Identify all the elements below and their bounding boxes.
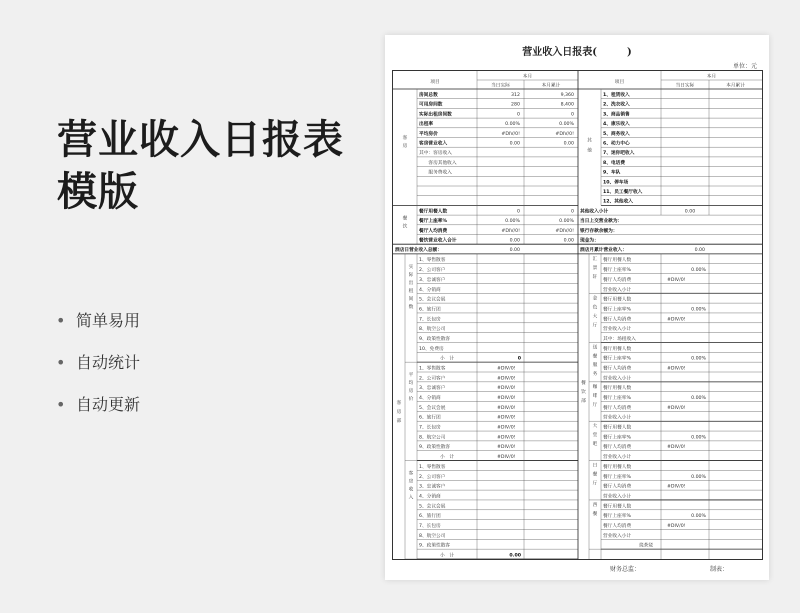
sub-group-label: 客 <box>408 471 414 477</box>
restaurant-label: 餐 <box>592 511 598 517</box>
subtotal-value: 0.00 <box>509 553 521 559</box>
row-label: 烧茶烧 <box>638 543 654 549</box>
row-label: 营业收入小计 <box>603 533 632 539</box>
row-today-value: 0.00 <box>509 141 520 147</box>
segment-label: 7、长包房 <box>419 317 441 323</box>
row-label: 客房营业收入 <box>419 141 448 147</box>
row-label: 餐厅上座率% <box>603 396 631 402</box>
row-label: 2、洗衣收入 <box>603 102 630 108</box>
row-label: 实际出租房间数 <box>419 112 452 118</box>
segment-label: 6、旅行团 <box>419 307 441 313</box>
header-item: 项目 <box>430 80 440 85</box>
row-label: 餐厅用餐人数 <box>603 297 632 303</box>
row-label: 餐饮营业收入合计 <box>419 238 457 244</box>
row-label: 可用房间数 <box>419 102 443 108</box>
row-label: 当日上交营业款为： <box>580 219 623 225</box>
cell-value: #DIV/0! <box>497 386 516 392</box>
footer-prepared-by: 制表： <box>710 566 729 573</box>
restaurant-label: 大 <box>592 424 598 430</box>
feature-list <box>56 310 140 436</box>
row-label: 9、车队 <box>603 170 621 176</box>
segment-label: 1、零售散客 <box>419 464 446 470</box>
cell-value: 0.00% <box>691 474 706 480</box>
row-month-value: 0 <box>571 112 574 118</box>
segment-label: 4、分销商 <box>419 494 441 500</box>
row-label: 餐厅上座率% <box>603 474 631 480</box>
restaurant-label: 厅 <box>592 481 598 487</box>
sub-group-label: 入 <box>408 495 414 501</box>
restaurant-label: 服 <box>592 363 598 369</box>
row-today-value: 312 <box>511 93 520 98</box>
cell-value: #DIV/0! <box>497 445 516 451</box>
feature-item: • 简单易用 <box>56 310 140 352</box>
sub-group-label: 价 <box>408 397 414 403</box>
restaurant-label: 色 <box>592 305 598 311</box>
restaurant-label: 咖 <box>592 384 598 390</box>
row-month-value: #DIV/0! <box>555 228 574 234</box>
month-total-value: 0.00 <box>694 248 705 254</box>
sub-group-label: 收 <box>408 487 414 493</box>
group-label: 他 <box>587 148 592 154</box>
sub-group-label: 房 <box>408 389 414 395</box>
row-month-value: 8,400 <box>560 102 574 108</box>
segment-label: 2、公司客户 <box>419 474 446 480</box>
row-label: 餐厅用餐人数 <box>419 209 448 215</box>
header-month-total: 本月累计 <box>541 83 561 89</box>
segment-label: 小 计 <box>439 356 455 362</box>
dept-label: 餐 <box>581 380 586 386</box>
segment-label: 7、长包房 <box>419 523 441 529</box>
segment-label: 3、忠诚客户 <box>419 386 446 392</box>
restaurant-label: 西 <box>592 502 598 508</box>
dept-label: 部 <box>581 398 586 404</box>
restaurant-label: 送 <box>592 345 598 351</box>
restaurant-label: 大 <box>592 314 598 320</box>
restaurant-label: 日 <box>592 463 598 469</box>
restaurant-label: 啡 <box>592 393 598 399</box>
sub-group-label: 数 <box>408 304 414 310</box>
row-label: 10、停车场 <box>603 180 629 186</box>
cell-value: #DIV/0! <box>497 376 516 382</box>
report-unit: 单位：元 <box>732 63 757 70</box>
row-label: 8、电话费 <box>603 160 626 166</box>
restaurant-label: 堂 <box>592 433 598 439</box>
report-grid <box>393 71 762 559</box>
row-today-value: 0 <box>517 112 520 118</box>
subtotal-value: 0 <box>517 356 521 362</box>
restaurant-label: 景 <box>592 265 598 271</box>
sub-group-label: 均 <box>408 381 414 387</box>
row-month-value: 0.00% <box>559 122 574 128</box>
row-month-value: #DIV/0! <box>555 131 574 137</box>
hero-title-line1: 营业收入日报表 <box>57 117 344 163</box>
segment-label: 9、政策性散客 <box>419 543 451 549</box>
segment-label: 小 计 <box>439 455 455 461</box>
header-today: 当日实际 <box>491 83 510 89</box>
segment-label: 小 计 <box>439 553 455 559</box>
cell-value: #DIV/0! <box>667 445 686 451</box>
group-label: 餐 <box>402 216 408 222</box>
row-label: 餐厅人均消费 <box>603 405 632 411</box>
segment-label: 4、分销商 <box>419 396 441 402</box>
cell-value: #DIV/0! <box>667 405 686 411</box>
row-month-value: 0.00% <box>559 219 574 225</box>
segment-label: 3、忠诚客户 <box>419 484 446 490</box>
row-label: 其他收入小计 <box>580 209 609 215</box>
row-label: 餐厅人均消费 <box>603 277 632 283</box>
row-label: 餐厅人均消费 <box>603 317 632 323</box>
restaurant-label: 厅 <box>592 323 598 329</box>
report-table <box>392 70 763 560</box>
row-label: 餐厅上座率% <box>603 514 631 520</box>
segment-label: 10、免费房 <box>419 346 444 352</box>
dept-label: 房 <box>396 409 402 415</box>
row-label: 出租率 <box>419 122 434 128</box>
row-label: 服务费收入 <box>419 170 452 176</box>
row-label: 11、员工餐厅收入 <box>603 190 643 195</box>
row-label: 现金为： <box>580 238 599 244</box>
hero-title-line2: 模版 <box>57 169 139 215</box>
sub-group-label: 租 <box>408 288 414 294</box>
group-label: 其 <box>587 138 592 144</box>
restaurant-label: 务 <box>592 372 598 378</box>
cell-value: #DIV/0! <box>497 366 516 372</box>
footer-finance-director: 财务总监： <box>610 566 641 573</box>
row-label: 其中：客房收入 <box>419 151 452 157</box>
restaurant-label: 汇 <box>592 256 598 262</box>
daily-total-value: 0.00 <box>509 248 520 254</box>
row-label: 5、商务收入 <box>603 131 630 137</box>
row-label: 餐厅人均消费 <box>603 366 632 372</box>
header-this-month: 本月 <box>522 74 533 80</box>
row-label: 营业收入小计 <box>603 287 632 293</box>
row-label: 其中：场租收入 <box>603 336 636 342</box>
header-month-total: 本月累计 <box>726 83 745 89</box>
row-today-value: #DIV/0! <box>501 131 520 137</box>
row-label: 营业收入小计 <box>603 327 632 333</box>
segment-label: 3、忠诚客户 <box>419 277 446 283</box>
segment-label: 6、旅行团 <box>419 514 441 520</box>
dept-label: 部 <box>396 418 402 424</box>
cell-value: #DIV/0! <box>667 277 686 283</box>
segment-label: 2、公司客户 <box>419 376 446 382</box>
row-label: 餐厅用餐人数 <box>603 504 632 510</box>
report-title: 营业收入日报表( ) <box>522 47 632 58</box>
row-label: 餐厅上座率% <box>419 219 448 225</box>
sub-group-label: 际 <box>408 272 414 278</box>
group-label: 房 <box>402 144 408 149</box>
row-label: 餐厅用餐人数 <box>603 346 632 352</box>
bullet-icon: • <box>56 311 66 330</box>
dept-label: 客 <box>396 400 402 406</box>
row-label: 房间总数 <box>419 93 438 98</box>
segment-label: 8、航空公司 <box>419 533 446 539</box>
cell-value: 0.00% <box>691 356 706 362</box>
report-preview <box>385 35 769 580</box>
row-label: 餐厅上座率% <box>603 268 631 274</box>
segment-label: 2、公司客户 <box>419 268 446 274</box>
row-label: 餐厅人均消费 <box>603 484 632 490</box>
bullet-icon: • <box>56 353 66 372</box>
sub-group-label: 出 <box>408 280 414 286</box>
other-subtotal-value: 0.00 <box>684 209 696 215</box>
row-today-value: 0 <box>517 209 520 215</box>
sub-group-label: 平 <box>408 373 414 379</box>
segment-label: 9、政策性散客 <box>419 445 451 451</box>
cell-value: #DIV/0! <box>497 396 516 402</box>
restaurant-label: 餐 <box>592 472 598 478</box>
group-label: 客 <box>402 136 408 141</box>
row-month-value: 0.00 <box>563 238 574 244</box>
segment-label: 6、旅行团 <box>419 415 441 421</box>
row-label: 餐厅上座率% <box>603 356 631 362</box>
row-label: 餐厅人均消费 <box>603 523 632 529</box>
row-label: 餐厅用餐人数 <box>603 464 632 470</box>
segment-label: 7、长包房 <box>419 425 441 431</box>
row-label: 餐厅用餐人数 <box>603 386 632 392</box>
restaurant-label: 厅 <box>592 402 598 408</box>
row-month-value: 9,360 <box>560 93 574 98</box>
row-today-value: 0.00% <box>505 219 520 225</box>
row-today-value: 280 <box>511 102 520 108</box>
segment-label: 9、政策性散客 <box>419 336 451 342</box>
row-label: 客房其他收入 <box>419 160 457 166</box>
restaurant-label: 轩 <box>592 274 598 280</box>
dept-label: 饮 <box>581 389 586 395</box>
restaurant-label: 餐 <box>592 354 598 360</box>
cell-value: #DIV/0! <box>667 317 686 323</box>
segment-label: 8、航空公司 <box>419 327 446 333</box>
header-this-month: 本月 <box>706 74 717 80</box>
cell-value: #DIV/0! <box>497 435 516 441</box>
segment-label: 5、会议会展 <box>419 405 446 411</box>
row-label: 餐厅人均消费 <box>603 445 632 451</box>
row-label: 平均房价 <box>419 131 438 137</box>
row-month-value: 0 <box>571 209 574 215</box>
restaurant-label: 金 <box>592 296 598 302</box>
row-label: 餐厅人均消费 <box>419 228 448 234</box>
segment-label: 5、会议会展 <box>419 297 446 303</box>
row-label: 营业收入小计 <box>603 455 632 461</box>
row-label: 营业收入小计 <box>603 376 632 382</box>
header-today: 当日实际 <box>675 83 695 89</box>
sub-group-label: 间 <box>408 296 414 302</box>
cell-value: #DIV/0! <box>667 523 686 529</box>
row-month-value: 0.00 <box>563 141 574 147</box>
segment-label: 4、分销商 <box>419 287 441 293</box>
row-label: 12、其他收入 <box>603 199 633 205</box>
row-label: 1、租赁收入 <box>603 93 630 98</box>
row-today-value: 0.00 <box>509 238 520 244</box>
row-label: 营业收入小计 <box>603 494 632 500</box>
restaurant-label: 吧 <box>592 442 598 448</box>
row-label: 6、动力中心 <box>603 141 630 147</box>
cell-value: 0.00% <box>691 307 706 313</box>
sub-group-label: 房 <box>408 479 414 485</box>
cell-value: 0.00% <box>691 396 706 402</box>
daily-total-label: 酒店日营业收入总额： <box>395 248 442 254</box>
cell-value: #DIV/0! <box>497 405 516 411</box>
cell-value: 0.00% <box>691 268 706 274</box>
row-today-value: 0.00% <box>505 122 520 128</box>
row-today-value: #DIV/0! <box>501 228 520 234</box>
cell-value: #DIV/0! <box>497 425 516 431</box>
segment-label: 1、零售散客 <box>419 258 446 264</box>
cell-value: #DIV/0! <box>497 415 516 421</box>
row-label: 餐厅上座率% <box>603 307 631 313</box>
feature-item: • 自动更新 <box>56 394 140 436</box>
row-label: 餐厅用餐人数 <box>603 258 632 264</box>
group-label: 饮 <box>402 224 408 230</box>
segment-label: 1、零售散客 <box>419 366 446 372</box>
hero-title <box>57 114 344 218</box>
feature-item: • 自动统计 <box>56 352 140 394</box>
row-label: 银行存款余额为： <box>580 228 618 234</box>
segment-label: 5、会议会展 <box>419 504 446 510</box>
cell-value: 0.00% <box>691 514 706 520</box>
row-label: 餐厅上座率% <box>603 435 631 441</box>
row-label: 餐厅用餐人数 <box>603 425 632 431</box>
bullet-icon: • <box>56 395 66 414</box>
sub-group-label: 实 <box>408 264 414 270</box>
cell-value: 0.00% <box>691 435 706 441</box>
row-label: 营业收入小计 <box>603 415 632 421</box>
cell-value: #DIV/0! <box>497 455 516 461</box>
cell-value: #DIV/0! <box>667 366 686 372</box>
row-label: 3、商品销售 <box>603 112 630 118</box>
segment-label: 8、航空公司 <box>419 435 446 441</box>
header-item: 项目 <box>614 80 625 85</box>
month-total-label: 酒店月累计营业收入： <box>580 248 627 254</box>
row-label: 4、康乐收入 <box>603 122 630 128</box>
cell-value: #DIV/0! <box>667 484 686 490</box>
row-label: 7、迷你吧收入 <box>603 151 635 157</box>
